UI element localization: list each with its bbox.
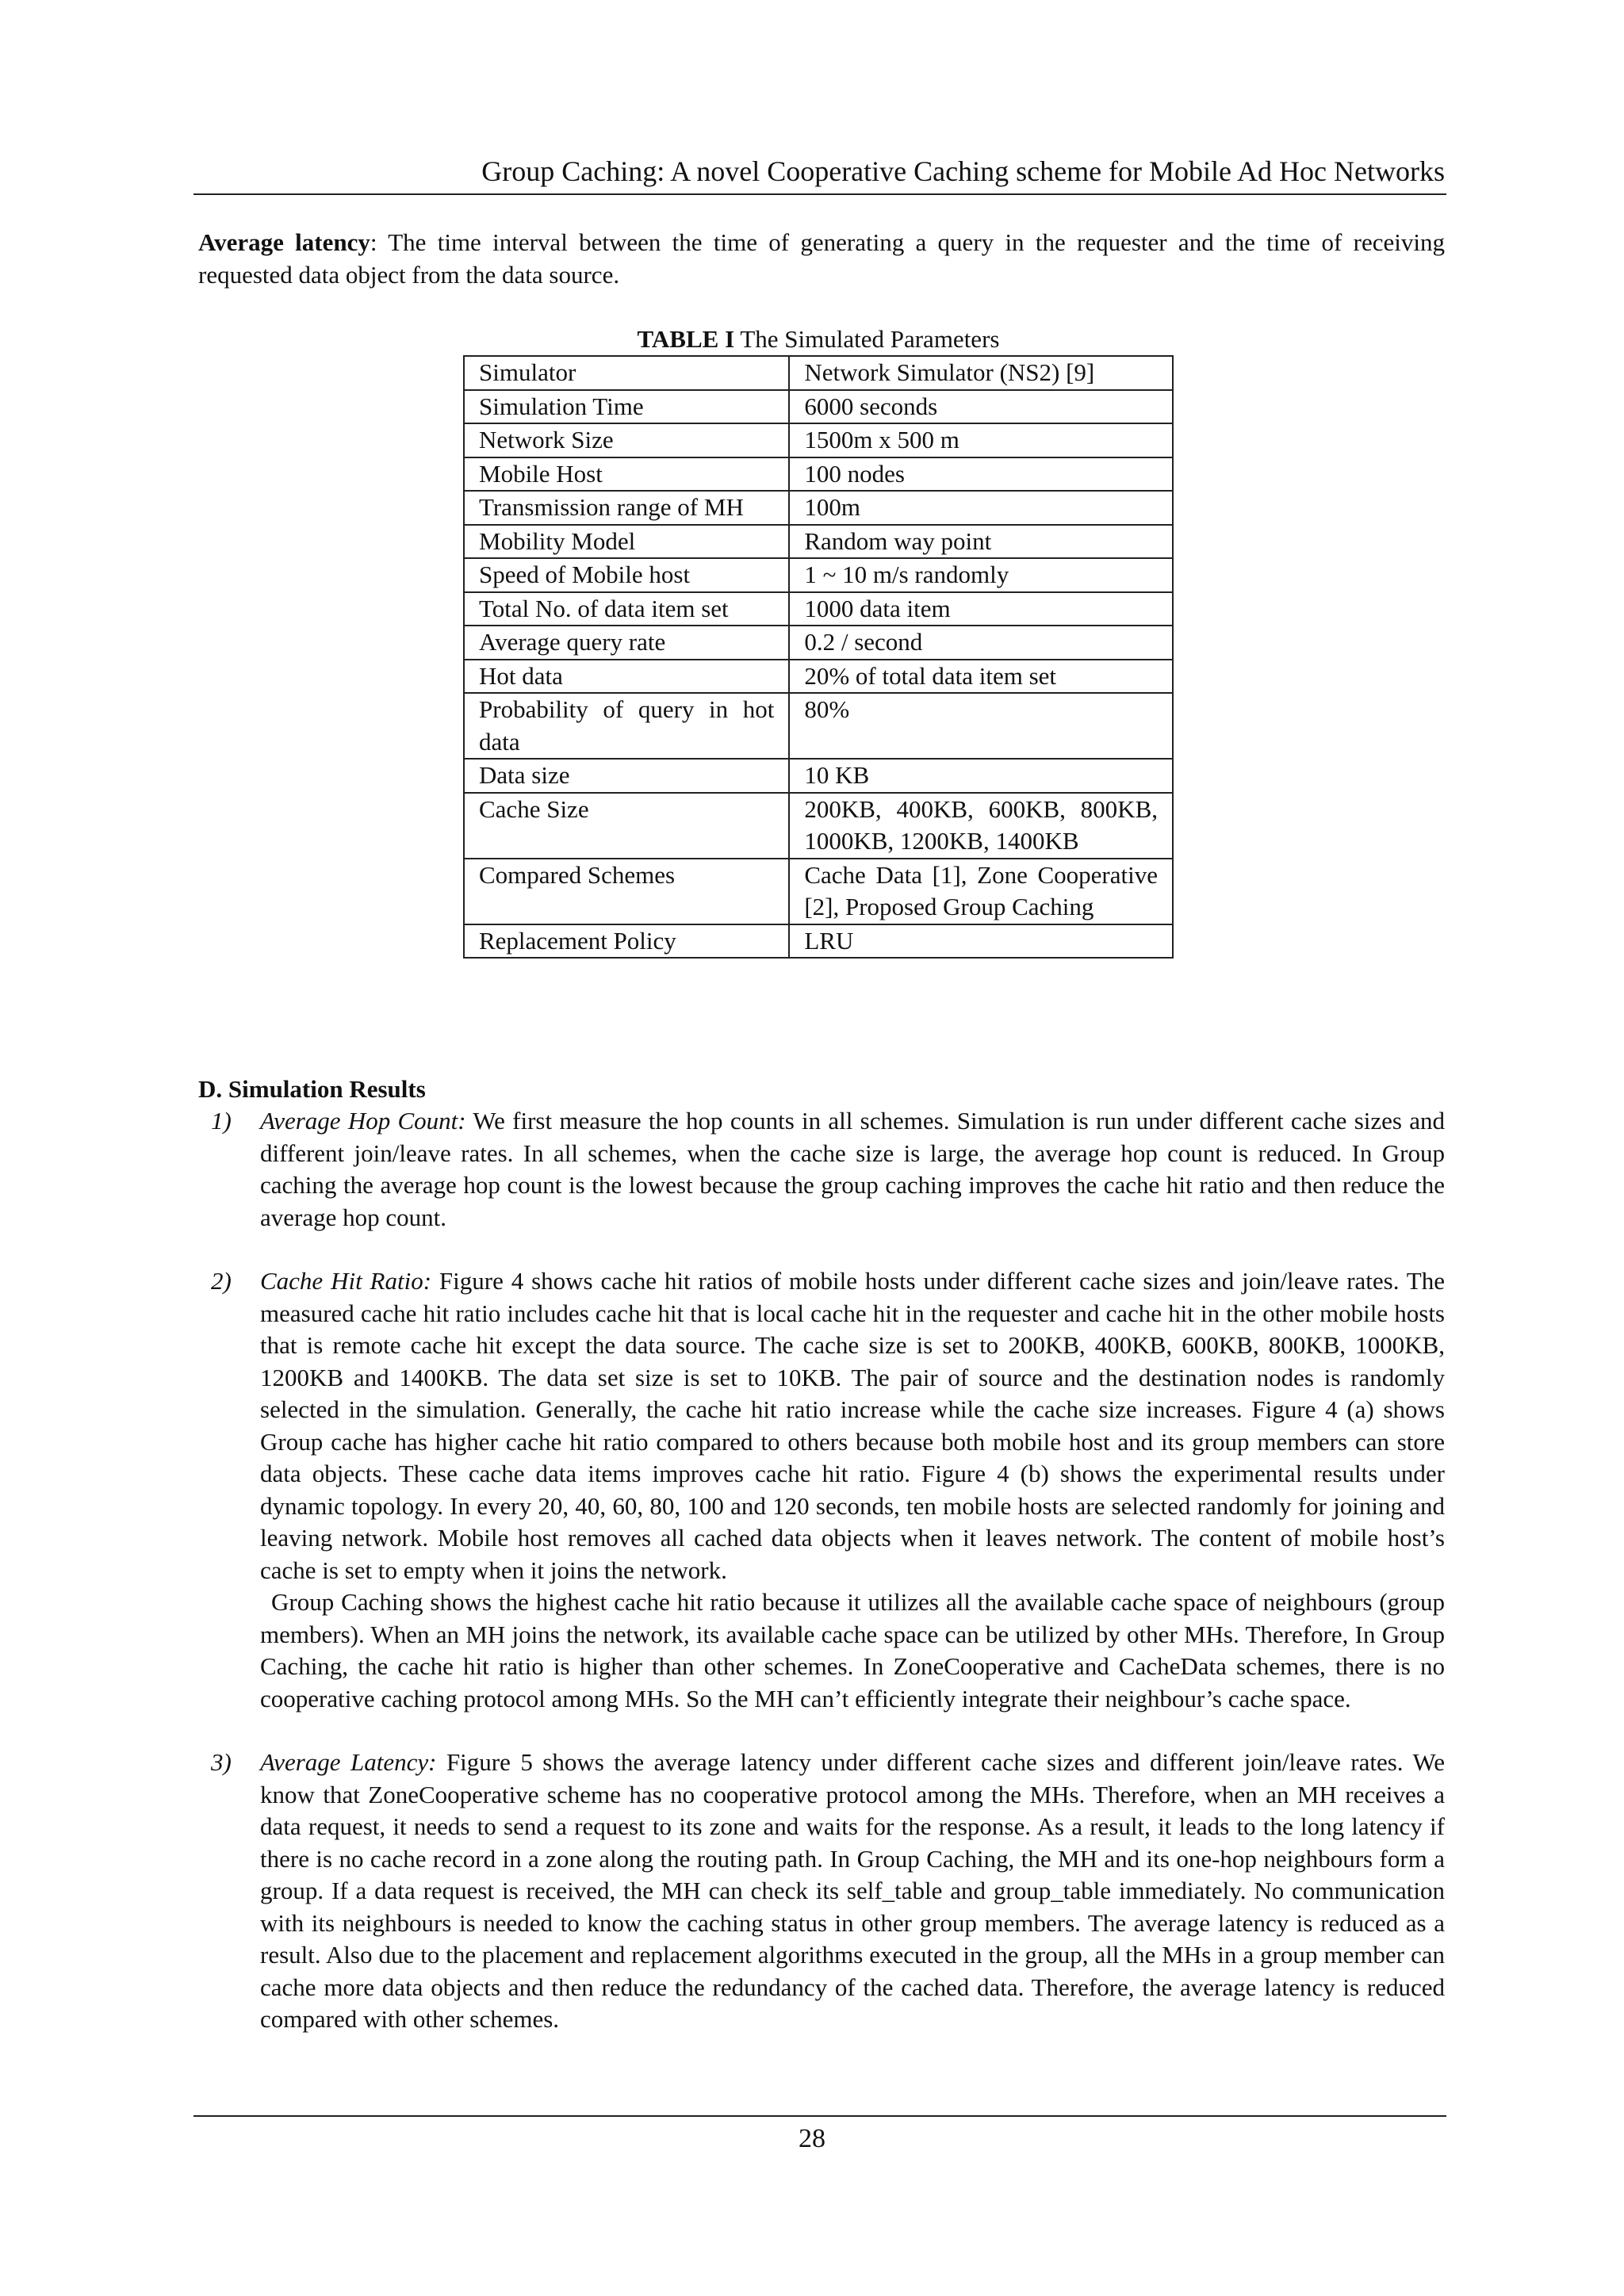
param-name: Average query rate — [464, 626, 789, 660]
param-name: Hot data — [464, 660, 789, 694]
simulated-parameters-table — [463, 355, 1174, 959]
param-name: Compared Schemes — [464, 859, 789, 924]
table-row — [464, 592, 1173, 626]
param-value: 1 ~ 10 m/s randomly — [789, 558, 1173, 592]
item-title: Cache Hit Ratio: — [260, 1267, 432, 1295]
param-value: LRU — [789, 924, 1173, 959]
param-value: 80% — [789, 693, 1173, 759]
param-name: Network Size — [464, 423, 789, 457]
table-row — [464, 423, 1173, 457]
item-paragraph — [260, 1265, 1445, 1586]
param-value: Random way point — [789, 525, 1173, 559]
item-number: 3) — [211, 1748, 232, 1776]
item-paragraph-continued: Group Caching shows the highest cache hit ratio because it utilizes all the available cache space of neighbours (group members). When an MH joins the network, its available cache space can be utilized by other MHs. Therefore, In Group Caching, the cache hit ratio is higher than other schemes. In ZoneCooperative and CacheData schemes, there is no cooperative caching protocol among MHs. So the MH can’t efficiently integrate their neighbour’s cache space. — [260, 1588, 1445, 1712]
section-heading: D. Simulation Results — [198, 1075, 426, 1103]
param-name: Replacement Policy — [464, 924, 789, 959]
list-item — [198, 1105, 1445, 1234]
table-row — [464, 859, 1173, 924]
table-row — [464, 356, 1173, 390]
param-name: Speed of Mobile host — [464, 558, 789, 592]
table-row — [464, 693, 1173, 759]
param-value: 0.2 / second — [789, 626, 1173, 660]
table-row — [464, 924, 1173, 959]
average-latency-definition — [198, 227, 1445, 291]
table-row — [464, 390, 1173, 424]
item-paragraph — [260, 1747, 1445, 2036]
item-number: 1) — [211, 1107, 232, 1135]
param-name: Mobility Model — [464, 525, 789, 559]
item-text: Figure 5 shows the average latency under different cache sizes and different join/leave rates. We know that ZoneCooperative scheme has no cooperative protocol among the MHs. Therefore, when an MH receives a data request, it needs to send a request to its zone and waits for the response. As a result, it leads to the long latency if there is no cache record in a zone along the routing path. In Group Caching, the MH and its one-hop neighbours form a group. If a data request is received, the MH can check its self_table and group_table immediately. No communication with its neighbours is needed to know the caching status in other group members. The average latency is reduced as a result. Also due to the placement and replacement algorithms executed in the group, all the MHs in a group member can cache more data objects and then reduce the redundancy of the cached data. Therefore, the average latency is reduced compared with other schemes. — [260, 1748, 1445, 2033]
list-item — [198, 1747, 1445, 2036]
param-value: 100m — [789, 491, 1173, 525]
item-title: Average Latency: — [260, 1748, 437, 1776]
definition-text: : The time interval between the time of generating a query in the requester and the time of receiving requested data object from the data source. — [198, 228, 1446, 289]
param-value: 1000 data item — [789, 592, 1173, 626]
page-number: 28 — [799, 2124, 825, 2153]
table-row — [464, 457, 1173, 492]
param-name: Total No. of data item set — [464, 592, 789, 626]
param-value: 10 KB — [789, 759, 1173, 793]
param-name: Simulation Time — [464, 390, 789, 424]
table-caption-label: TABLE I — [637, 325, 735, 353]
footer-rule — [193, 2115, 1446, 2117]
definition-term: Average latency — [198, 228, 370, 256]
table-row — [464, 558, 1173, 592]
simulation-results — [198, 1105, 1445, 2036]
table-caption-text: The Simulated Parameters — [734, 325, 1000, 353]
item-text: Figure 4 shows cache hit ratios of mobile hosts under different cache sizes and join/leave rates. The measured cache hit ratio includes cache hit that is local cache hit in the requester and cache hit in the other mobile hosts that is remote cache hit except the data source. The cache size is set to 200KB, 400KB, 600KB, 800KB, 1000KB, 1200KB and 1400KB. The data set size is set to 10KB. The pair of source and the destination nodes is randomly selected in the simulation. Generally, the cache hit ratio increase while the cache size increases. Figure 4 (a) shows Group cache has higher cache hit ratio compared to others because both mobile host and its group members can store data objects. These cache data items improves cache hit ratio. Figure 4 (b) shows the experimental results under dynamic topology. In every 20, 40, 60, 80, 100 and 120 seconds, ten mobile hosts are selected randomly for joining and leaving network. Mobile host removes all cached data objects when it leaves network. The content of mobile host’s cache is set to empty when it joins the network. — [260, 1267, 1445, 1584]
table-row — [464, 660, 1173, 694]
param-value: Network Simulator (NS2) [9] — [789, 356, 1173, 390]
table-row — [464, 793, 1173, 859]
table-row — [464, 491, 1173, 525]
param-name: Transmission range of MH — [464, 491, 789, 525]
item-text: We first measure the hop counts in all schemes. Simulation is run under different cache sizes and different join/leave rates. In all schemes, when the cache size is large, the average hop count is reduced. In Group caching the average hop count is the lowest because the group caching improves the cache hit ratio and then reduce the average hop count. — [260, 1107, 1445, 1231]
param-value: Cache Data [1], Zone Cooperative [2], Proposed Group Caching — [789, 859, 1173, 924]
table-caption — [463, 323, 1174, 355]
param-value: 1500m x 500 m — [789, 423, 1173, 457]
item-title: Average Hop Count: — [260, 1107, 466, 1135]
param-name: Data size — [464, 759, 789, 793]
table-row — [464, 759, 1173, 793]
header-rule — [193, 193, 1446, 195]
param-value: 6000 seconds — [789, 390, 1173, 424]
param-name: Simulator — [464, 356, 789, 390]
param-name: Cache Size — [464, 793, 789, 859]
table-row — [464, 626, 1173, 660]
table-row — [464, 525, 1173, 559]
param-value: 100 nodes — [789, 457, 1173, 492]
item-paragraph — [260, 1105, 1445, 1234]
param-name: Probability of query in hot data — [464, 693, 789, 759]
item-number: 2) — [211, 1267, 232, 1295]
running-header: Group Caching: A novel Cooperative Caching scheme for Mobile Ad Hoc Networks — [481, 155, 1445, 187]
param-value: 200KB, 400KB, 600KB, 800KB, 1000KB, 1200KB, 1400KB — [789, 793, 1173, 859]
list-item — [198, 1265, 1445, 1715]
param-name: Mobile Host — [464, 457, 789, 492]
param-value: 20% of total data item set — [789, 660, 1173, 694]
